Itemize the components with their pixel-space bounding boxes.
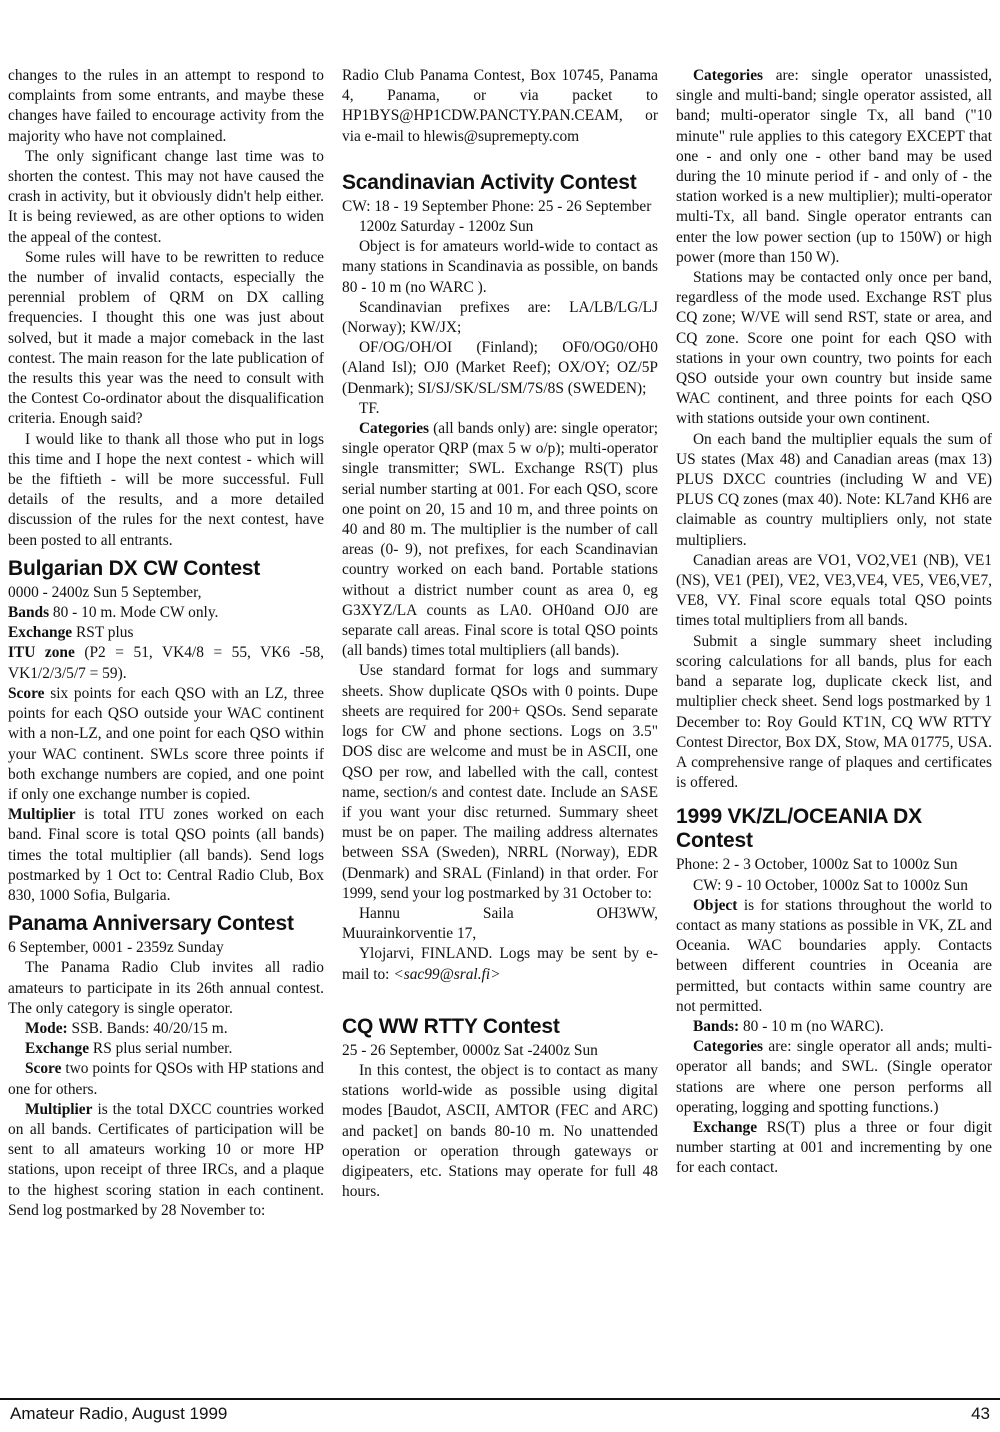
section-heading-bulgarian: Bulgarian DX CW Contest <box>8 556 261 580</box>
section-heading-panama: Panama Anniversary Contest <box>8 912 294 936</box>
contest-time: 1200z Saturday - 1200z Sun <box>358 218 534 236</box>
email-address: <sac99@sral.fi> <box>393 965 501 983</box>
paragraph <box>676 66 992 268</box>
label-multiplier: Multiplier <box>8 806 76 824</box>
paragraph: Object is for amateurs world-wide to contact as many stations in Scandinavia as possible, on bands 80 - 10 m (no WARC ). <box>342 238 658 296</box>
section-heading-scandinavian: Scandinavian Activity Contest <box>342 170 637 194</box>
label-bands: Bands <box>8 604 50 622</box>
categories-text: (all bands only) are: single operator; single operator QRP (max 5 w o/p); multi-operator single transmitter; SWL. Exchange RS(T) plus serial number starting at 001. For each QSO, score one point on 20, 15 and 10 m, and three points on 40 and 80 m. The multiplier is the number of call areas (0- 9), not prefixes, for each Scandinavian country worked on each band. Portable stations without a district number count as area 0, eg G3XYZ/LA counts as LA0. OH0and OJ0 are separate call areas. Final score is total QSO points (all bands) times total multipliers (all bands). <box>342 420 658 660</box>
contest-date: 0000 - 2400z Sun 5 September, <box>8 583 202 601</box>
paragraph: On each band the multiplier equals the sum of US states (Max 48) and Canadian areas (max 13) PLUS DXCC countries (including W and VE) PLUS CQ zones (max 40). Note: KL7and KH6 are claimable as country multipliers only, not state multipliers. <box>676 430 992 549</box>
paragraph <box>8 643 324 683</box>
paragraph <box>342 944 658 984</box>
exchange-text: RS(T) plus a three or four digit number starting at 001 and incrementing by one for each contact. <box>676 1118 992 1177</box>
paragraph: The only significant change last time was to shorten the contest. This may not have caused the crash in activity, but it obviously didn't help either. It is being reviewed, as are other options to widen the appeal of the contest. <box>8 147 324 246</box>
paragraph <box>676 896 992 1017</box>
paragraph: I would like to thank all those who put in logs this time and I hope the next contest - which will be the fiftieth - will be more successful. Full details of the results, and a more detailed discussion of the rules for the next contest, have been posted to all entrants. <box>8 430 324 549</box>
contest-date-cw: CW: 9 - 10 October, 1000z Sat to 1000z Sun <box>692 876 968 894</box>
paragraph: Scandinavian prefixes are: LA/LB/LG/LJ (Norway); KW/JX; <box>342 298 658 337</box>
paragraph <box>8 1100 324 1221</box>
paragraph <box>676 1017 992 1037</box>
itu-text: (P2 = 51, VK4/8 = 55, VK6 -58, VK1/2/3/5/7 = 59). <box>8 644 324 682</box>
contest-date-phone: Phone: 2 - 3 October, 1000z Sat to 1000z Sun <box>676 856 958 874</box>
label-exchange: Exchange <box>692 1118 758 1136</box>
paragraph: Radio Club Panama Contest, Box 10745, Panama 4, Panama, or via packet to HP1BYS@HP1CDW.PANCTY.PAN.CEAM, or via e-mail to hlewis@supremepty.com <box>342 67 658 145</box>
paragraph: TF. <box>358 399 380 417</box>
paragraph: Stations may be contacted only once per band, regardless of the mode used. Exchange RST plus CQ zone; W/VE will send RST, state or area, and CQ zone. Score one point for each QSO with stations in your own country, two points for each QSO outside your own country but inside same WAC continent, and three points for each QSO with stations outside your own continent. <box>676 269 992 428</box>
contest-date: CW: 18 - 19 September Phone: 25 - 26 September <box>342 197 652 215</box>
exchange-text: RS plus serial number. <box>89 1040 233 1058</box>
label-itu: ITU zone <box>8 644 75 662</box>
address-surname: Saila <box>482 904 514 922</box>
paragraph <box>8 603 324 623</box>
address-name: Hannu <box>358 904 400 922</box>
paragraph: Canadian areas are VO1, VO2,VE1 (NB), VE1 (NS), VE1 (PEI), VE2, VE3,VE4, VE5, VE6,VE7, VE8, VY. Final score equals total QSO points times total multipliers from all bands. <box>676 551 992 630</box>
categories-text: are: single operator all ands; multi-operator all bands; and SWL. (Single operator stations are where one person performs all operating, logging and spotting functions.) <box>676 1038 992 1116</box>
paragraph: changes to the rules in an attempt to respond to complaints from some entrants, and maybe these changes have failed to encourage activity from the majority who have not complained. <box>8 67 324 145</box>
multiplier-text: is total ITU zones worked on each band. Final score is total QSO points (all bands) times the total multiplier (all bands). Send logs postmarked by 1 Oct to: Central Radio Club, Box 830, 1000 Sofia, Bulgaria. <box>8 806 324 904</box>
section-heading-oceania: 1999 VK/ZL/OCEANIA DX Contest <box>676 805 922 853</box>
column-1 <box>8 66 324 1221</box>
label-categories: Categories <box>692 1038 764 1056</box>
address-city: Ylojarvi, FINLAND. Logs may be sent by e-mail to: <box>342 945 658 983</box>
paragraph <box>8 1059 324 1099</box>
footer-divider <box>0 1398 1000 1400</box>
paragraph: Submit a single summary sheet including scoring calculations for all bands, plus for each band a separate log, duplicate ckeck list, and multiplier check sheet. Send logs postmarked by 1 December to: Roy Gould KT1N, CQ WW RTTY Contest Director, Box DX, Stow, MA 01775, USA. A comprehensive range of plaques and certificates is offered. <box>676 632 992 792</box>
column-3 <box>676 66 992 1179</box>
paragraph <box>676 1037 992 1118</box>
label-object: Object <box>692 896 738 914</box>
categories-text: are: single operator unassisted, single and multi-band; single operator assisted, all band; multi-operator single Tx, all band ("10 minute" rule applies to this category EXCEPT that one - and only one - other band may be used during the 10 minute period if - and only of - the station worked is a new multiplier); multi-operator multi-Tx, all band. Single operator entrants can enter the low power section (up to 150W) or high power (more than 150 W). <box>676 67 992 266</box>
contest-date: 25 - 26 September, 0000z Sat -2400z Sun <box>342 1041 598 1059</box>
paragraph <box>8 1039 324 1059</box>
label-exchange: Exchange <box>24 1040 90 1058</box>
paragraph: In this contest, the object is to contact as many stations world-wide as possible using digital modes [Baudot, ASCII, AMTOR (FEC and ARC) and packet] on bands 80-10 m. No unattended operation or operation through gateways or digipeaters, etc. Stations may operate for full 48 hours. <box>342 1061 658 1201</box>
multiplier-text: is the total DXCC countries worked on all bands. Certificates of participation will be sent to all amateurs working 10 or more HP stations, upon receipt of three IRCs, and a plaque to the highest scoring station in each continent. Send log postmarked by 28 November to: <box>8 1100 324 1219</box>
label-bands: Bands: <box>692 1017 740 1035</box>
score-text: six points for each QSO with an LZ, three points for each QSO outside your WAC continent with a non-LZ, and one point for each QSO within your WAC continent. SWLs score three points if both exchange numbers are copied, and one point if only one exchange number is copied. <box>8 684 324 803</box>
paragraph: OF/OG/OH/OI (Finland); OF0/OG0/OH0 (Aland Isl); OJ0 (Market Reef); OX/OY; OZ/5P (Denmark); SI/SJ/SK/SL/SM/7S/8S (SWEDEN); <box>342 339 658 397</box>
publication-name: Amateur Radio, August 1999 <box>10 1404 228 1423</box>
page-footer <box>10 1404 990 1424</box>
address-street: Muurainkorventie 17, <box>342 925 477 943</box>
label-categories: Categories <box>692 67 764 84</box>
paragraph <box>8 623 324 643</box>
paragraph <box>8 1019 324 1039</box>
paragraph <box>342 419 658 661</box>
label-multiplier: Multiplier <box>24 1100 93 1118</box>
score-text: two points for QSOs with HP stations and one for others. <box>8 1060 324 1098</box>
page-number: 43 <box>971 1404 990 1423</box>
paragraph <box>8 805 324 906</box>
section-heading-cqrtty: CQ WW RTTY Contest <box>342 1014 560 1038</box>
object-text: is for stations throughout the world to contact as many stations as possible in VK, ZL and Oceania. WAC boundaries apply. Contacts between different countries in Oceania are permitted, but contacts within same country are not permitted. <box>676 896 992 1015</box>
paragraph: Use standard format for logs and summary sheets. Show duplicate QSOs with 0 points. Dupe sheets are required for 200+ QSOs. Send separate logs for CW and phone sections. Logs on 3.5" DOS disc are welcome and must be in ASCII, one QSO per row, and labelled with the call, contest name, section/s and contest date. Include an SASE if you want your disc returned. Summary sheet must be on paper. The mailing address alternates between SSA (Sweden), NRRL (Norway), EDR (Denmark) and SRAL (Finland) in that order. For 1999, send your log postmarked by 31 October to: <box>342 662 658 902</box>
label-score: Score <box>8 684 45 702</box>
bands-text: 80 - 10 m. Mode CW only. <box>49 604 219 622</box>
contest-date: 6 September, 0001 - 2359z Sunday <box>8 939 224 957</box>
label-mode: Mode: <box>24 1019 68 1037</box>
label-categories: Categories <box>358 420 430 438</box>
label-score: Score <box>24 1060 62 1078</box>
column-2 <box>342 66 658 1202</box>
paragraph <box>8 684 324 805</box>
exchange-text: RST plus <box>72 624 134 642</box>
address-line <box>342 904 658 924</box>
bands-text: 80 - 10 m (no WARC). <box>739 1017 884 1035</box>
label-exchange: Exchange <box>8 624 73 642</box>
address-callsign: OH3WW, <box>596 904 658 922</box>
paragraph: Some rules will have to be rewritten to reduce the number of invalid contacts, especially the perennial problem of QRM on DX calling frequencies. I thought this one was just about solved, but it made a major comeback in the last contest. The main reason for the late publication of the results this year was the need to consult with the Contest Co-ordinator about the disqualification criteria. Enough said? <box>8 248 324 428</box>
paragraph: The Panama Radio Club invites all radio amateurs to participate in its 26th annual contest. The only category is single operator. <box>8 959 324 1017</box>
mode-text: SSB. Bands: 40/20/15 m. <box>67 1019 228 1037</box>
paragraph <box>676 1118 992 1179</box>
